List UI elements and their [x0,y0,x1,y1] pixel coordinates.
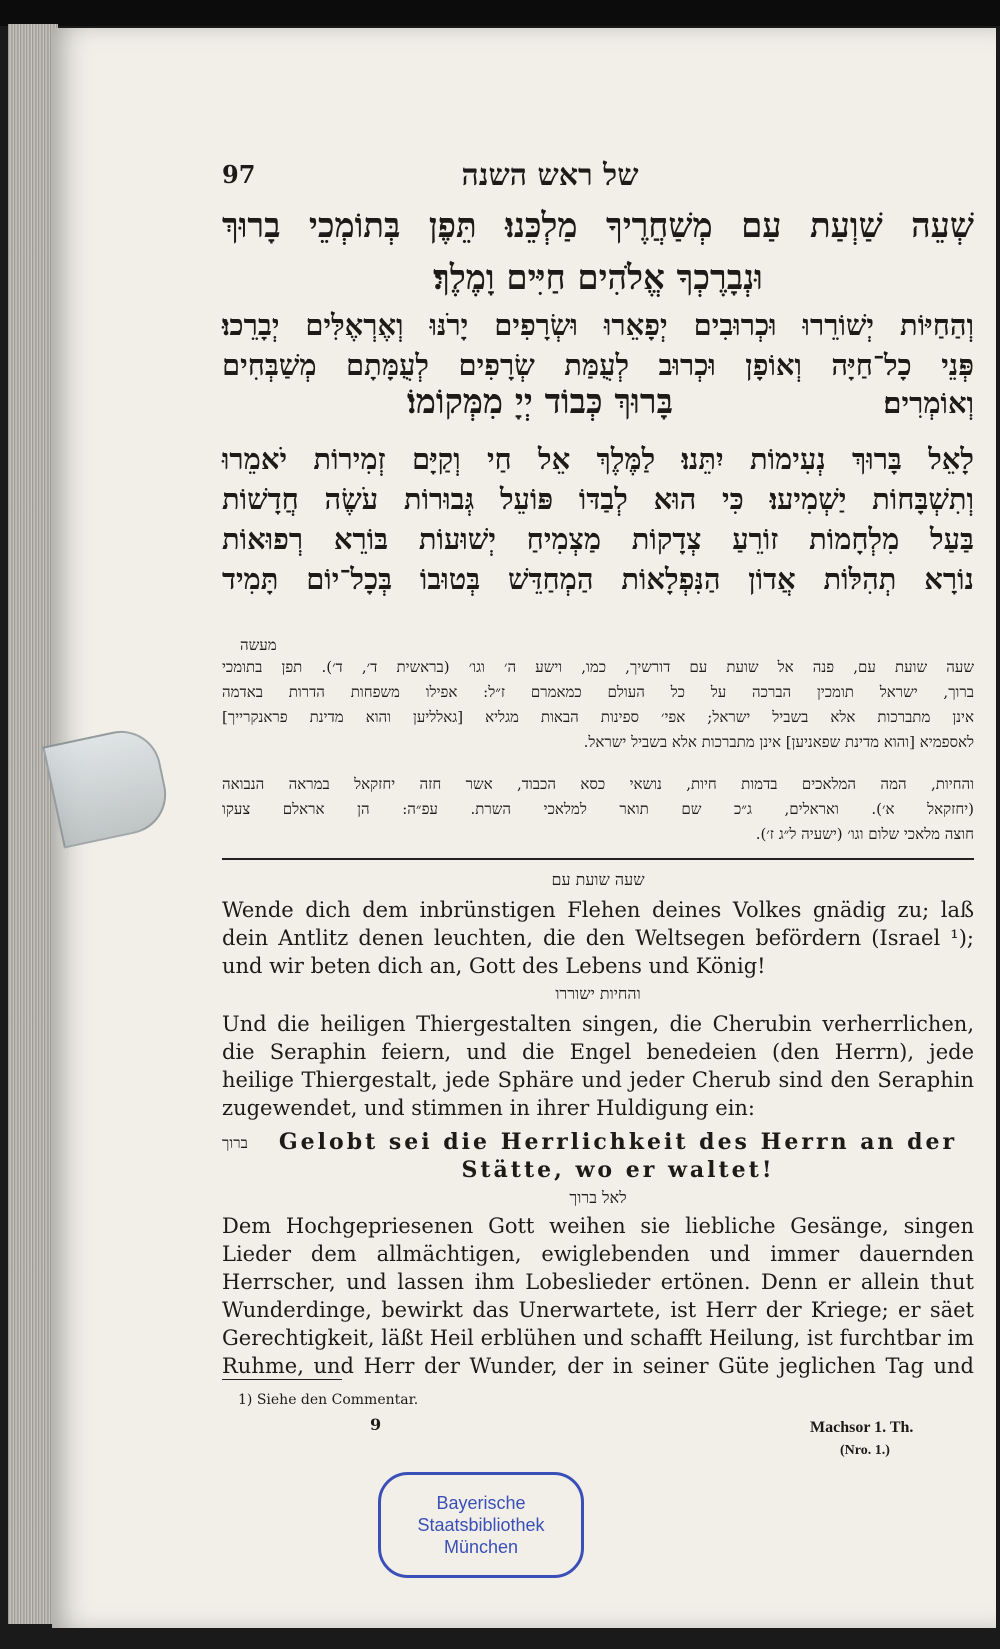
hebrew-line-7: וְתִשְׁבָּחוֹת יַשְׁמִיעוּ׃ כִּי הוּא לְבַדּוֹ פּוֹעֵל גְּבוּרוֹת עֹשֶׂה חֲדָשׁוֹת [222,482,974,516]
hebrew-line-5b: בָּרוּךְ כְּבוֹד יְיָ מִמְּקוֹמוֹ׃ [407,382,673,422]
footnote-rule [222,1379,342,1380]
section-divider [222,858,974,860]
translation-label: והחיות ישוררו [555,984,641,1003]
catch-number: (Nro. 1.) [840,1443,890,1458]
commentary-line: (יחזקאל א׳). ואראלים, ג״כ שם תואר למלאכי השרת. עפ״ה: הן אראלם צעקו [222,800,974,818]
commentary-line: והחיות, המה המלאכים בדמות חיות, נושאי כסא הכבוד, אשר חזה יחזקאל במראה הנבואה [222,775,974,793]
translation-paragraph: Und die heiligen Thiergestalten singen, die Cherubin verherrlichen, die Seraphin feiern, und die Engel benedeien (den Herrn), jede heilige Thiergestalt, jede Sphäre und jeder Cherub sind den Seraphin zugewendet, und stimmen in ihrer Huldigung ein: [222,1012,974,1120]
translation-label: לאל ברוך [569,1188,627,1207]
commentary-line: חוצה מלאכי שלום וגו׳ (ישעיה ל״ג ז׳). [755,825,974,843]
scan-top-border [0,0,1000,26]
commentary-line: שעה שועת עם, פנה אל שועת עם דורשיך, כמו, וישע ה׳ וגו׳ (בראשית ד׳, ד׳). תפן בתומכי [222,658,974,676]
translation-paragraph: Wende dich dem inbrünstigen Flehen deines Volkes gnädig zu; laß dein Antlitz denen leuchten, die den Weltsegen befördern (Israel ¹); und wir beten dich an, Gott des Lebens und König! [222,898,974,978]
commentary-line: ברוך, ישראל תומכין הברכה על כל העולם כמאמרם ז״ל: אפילו משפחות הדרות באדמה [222,683,974,701]
hebrew-line-4: פְּנֵי כָל־חַיָּה וְאוֹפָן וּכְרוּב לְעֻמַּת שְׂרָפִים לְעֻמָּתָם מְשַׁבְּחִים [222,348,974,382]
commentary-line: לאספמיא [והוא מדינת שפאניען] אינן מתברכות אלא בשביל ישראל. [583,733,974,751]
hebrew-line-1: שְׁעֵה שַׁוְעַת עַם מְשַׁחֲרֶיךָ מַלְכֵּנוּ׃ תֵּפֶן בְּתוֹמְכֵי בָרוּךְ [222,206,974,246]
running-title: של ראש השנה [461,158,639,193]
inline-hebrew: ברוך [222,1134,248,1152]
hebrew-line-2: וּנְבָרֶכְךָ אֱלֹהִים חַיִּים וָמֶלֶךְ׃ [433,258,763,298]
commentary-line: אינן מתברכות אלא בשביל ישראל; אפי׳ ספינות הבאות מגליא [גאלליען והוא מדינת פראנקרייך] [222,708,974,726]
hebrew-line-6: לָאֵל בָּרוּךְ נְעִימוֹת יִתֵּנוּ׃ לַמֶּלֶךְ אֵל חַי וְקַיָּם זְמִירוֹת יֹאמֵרוּ [222,442,974,476]
stamp-line: Staatsbibliothek [417,1515,545,1535]
translation-paragraph-emphasis: Gelobt sei die Herrlichkeit des Herrn an der Stätte, wo er waltet! [278,1129,958,1183]
page-clip [42,723,173,848]
translation-paragraph: Dem Hochgepriesenen Gott weihen sie liebliche Gesänge, singen Lieder dem allmächtigen, ewiglebenden und immer dauernden Herrscher, und lassen ihm Lobeslieder ertönen. Denn er allein thut Wunderdinge, bewirkt das Unerwartete, ist Herr der Kriege; er säet Gerechtigkeit, läßt Heil erblühen und schafft Heilung, ist furchtbar im Ruhme, und Herr der Wunder, der in seiner Güte jeglichen Tag und [222,1214,974,1378]
stamp-line: Bayerische [436,1493,526,1513]
signature-mark: 9 [370,1415,382,1434]
hebrew-line-8: בַּעַל מִלְחָמוֹת זוֹרֵעַ צְדָקוֹת מַצְמִיחַ יְשׁוּעוֹת בּוֹרֵא רְפוּאוֹת [222,522,974,556]
footnote: 1) Siehe den Commentar. [238,1392,419,1408]
page-number: 97 [222,160,256,189]
translation-label: שעה שועת עם [551,870,645,889]
hebrew-line-3: וְהַחַיּוֹת יְשׁוֹרֵרוּ וּכְרוּבִים יְפָאֵרוּ וּשְׂרָפִים יָרֹנּוּ וְאֶרְאֶלִּים יְבָרֵכוּ׃ [222,308,974,342]
hebrew-catchword: מעשה [240,636,277,654]
library-stamp [378,1472,584,1578]
book-page-edges [8,24,58,1624]
hebrew-line-9: נוֹרָא תְהִלּוֹת אֲדוֹן הַנִּפְלָאוֹת הַמְחַדֵּשׁ בְּטוּבוֹ בְּכָל־יוֹם תָּמִיד [222,562,974,596]
hebrew-line-5a: וְאוֹמְרִים׃ [883,386,974,420]
stamp-line: München [443,1537,519,1557]
catch-title: Machsor 1. Th. [810,1419,914,1436]
